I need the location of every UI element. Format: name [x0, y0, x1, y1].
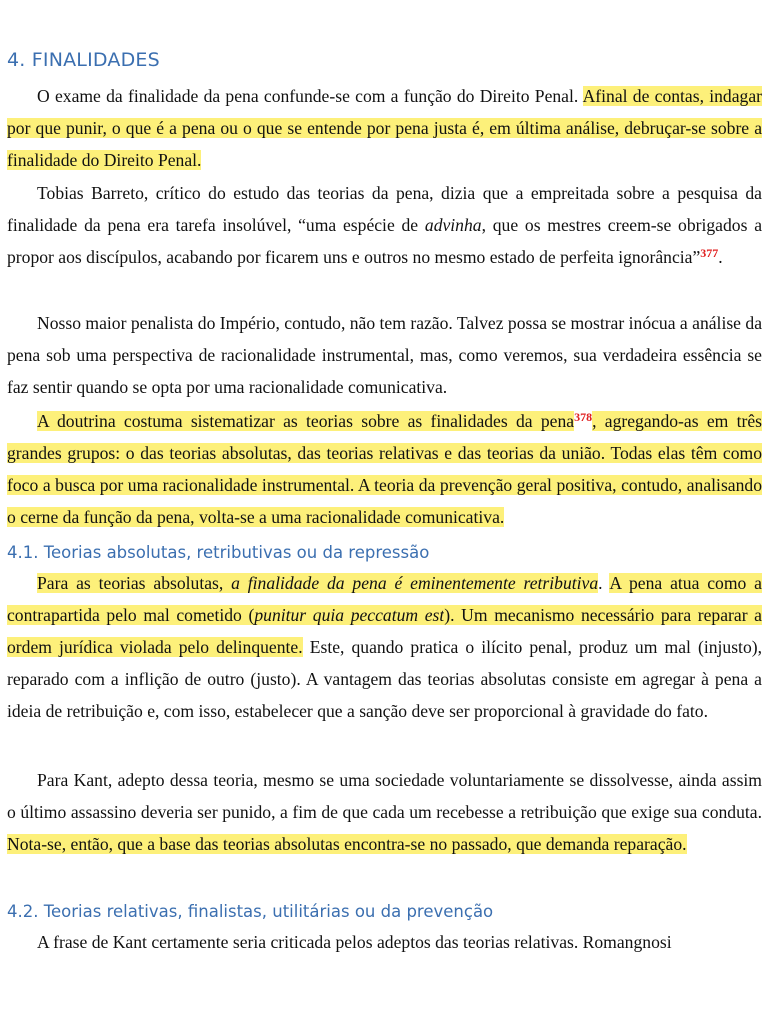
paragraph-4 — [7, 405, 762, 533]
highlighted-text: Afinal de contas, indagar por que punir, o que é a pena ou o que se entende por pena justa é, em última análise, debruçar-se sobre a finalidade do Direito Penal. — [7, 86, 762, 170]
paragraph-2 — [7, 177, 762, 273]
highlighted-italic-text: a finalidade da pena é eminentemente retributiva — [231, 573, 599, 593]
subsection-heading-1: 4.1. Teorias absolutas, retributivas ou da repressão — [7, 543, 430, 562]
italic-text: advinha — [424, 215, 482, 235]
paragraph-text: Tobias Barreto, crítico do estudo das teorias da pena, dizia que a empreitada sobre a pesquisa da finalidade da pena era tarefa insolúvel, “uma espécie de — [7, 183, 762, 235]
paragraph-1 — [7, 80, 762, 176]
footnote-reference[interactable]: 377 — [700, 246, 719, 260]
paragraph-text: Para Kant, adepto dessa teoria, mesmo se uma sociedade voluntariamente se dissolvesse, ainda assim o último assassino deveria ser punido, a fim de que cada um recebesse a retribuição que exige sua conduta. — [7, 770, 762, 822]
section-heading: 4. FINALIDADES — [7, 49, 160, 71]
highlighted-text: Um mecanismo necessário para reparar a ordem jurídica violada pelo delinquente. — [7, 605, 762, 657]
paragraph-text: . — [598, 573, 610, 593]
paragraph-5 — [7, 567, 762, 727]
paragraph-text: , que os mestres creem-se obrigados a propor aos discípulos, acabando por ficarem uns e outros no mesmo estado de perfeita ignorância” — [7, 215, 763, 267]
highlighted-text: Nota-se, então, que a base das teorias absolutas encontra-se no passado, que demanda reparação. — [7, 834, 687, 854]
paragraph-7: A frase de Kant certamente seria criticada pelos adeptos das teorias relativas. Romangnosi — [37, 932, 672, 952]
paragraph-text: Este, quando pratica o ilícito penal, produz um mal (injusto), reparado com a inflição de outro (justo). A vantagem das teorias absolutas consiste em agregar à pena a ideia de retribuição e, com isso, estabelecer que a sanção deve ser proporcional à gravidade do fato. — [7, 637, 763, 721]
paragraph-text: . — [718, 247, 723, 267]
paragraph-text: O exame da finalidade da pena confunde-se com a função do Direito Penal. — [37, 86, 583, 106]
highlighted-text: A pena atua como a contrapartida pelo mal cometido ( — [7, 573, 762, 625]
highlighted-text: Para as teorias absolutas, — [37, 573, 232, 593]
paragraph-3: Nosso maior penalista do Império, contudo, não tem razão. Talvez possa se mostrar inócua a análise da pena sob uma perspectiva de racionalidade instrumental, mas, como veremos, sua verdadeira essência se faz sentir quando se opta por uma racionalidade comunicativa. — [7, 313, 762, 397]
highlighted-text: , agregando-as em três grandes grupos: o das teorias absolutas, das teorias relativas e das teorias da união. Todas elas têm como foco a busca por uma racionalidade instrumental. A teoria da prevenção geral positiva, contudo, analisando o cerne da função da pena, volta-se a uma racionalidade comunicativa. — [7, 411, 762, 527]
footnote-reference[interactable]: 378 — [574, 410, 593, 424]
highlighted-text: A doutrina costuma sistematizar as teorias sobre as finalidades da pena — [37, 411, 575, 431]
subsection-heading-2: 4.2. Teorias relativas, finalistas, utilitárias ou da prevenção — [7, 902, 494, 921]
highlighted-italic-text: punitur quia peccatum est — [254, 605, 445, 625]
highlighted-text: ). — [444, 605, 462, 625]
paragraph-6 — [7, 764, 762, 860]
